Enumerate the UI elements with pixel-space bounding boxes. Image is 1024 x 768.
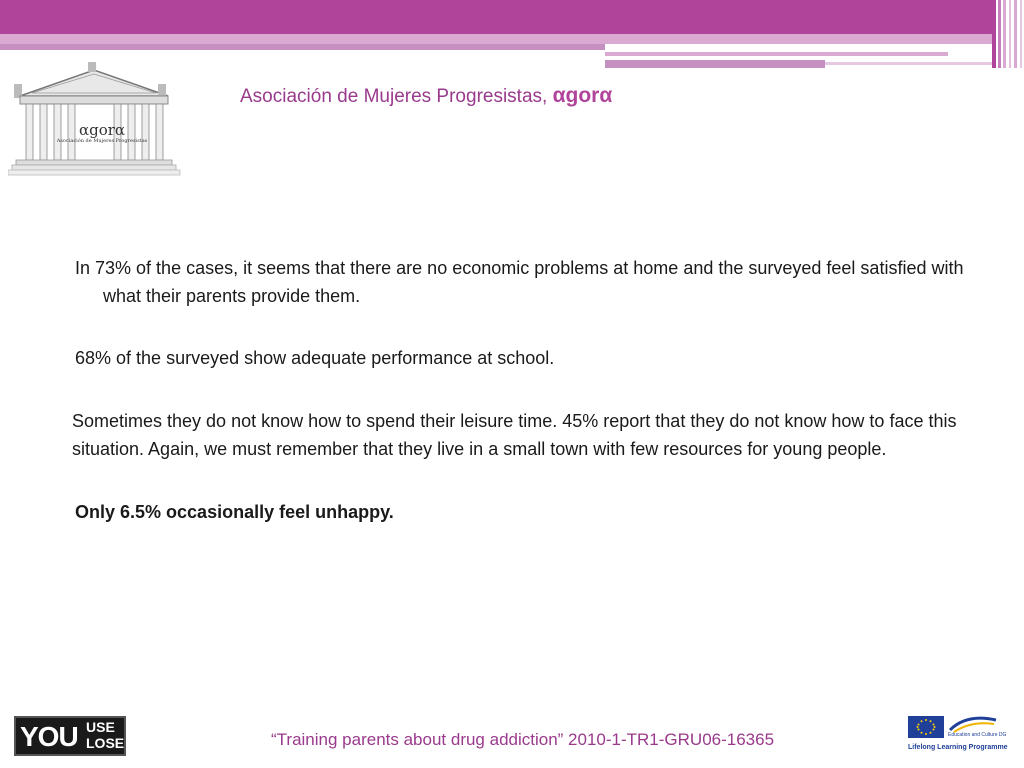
header-stripe [998,0,1001,68]
you-use-you-lose-logo [14,716,126,756]
header-stripe [992,0,996,68]
logo-word: αgorα [78,121,126,139]
eu-flag-icon [908,716,944,738]
logo-you: YOU [20,721,78,752]
content-paragraph-leisure: Sometimes they do not know how to spend their leisure time. 45% report that they do not know how to face this situation. Again, we must remember that they live in a small town with few resources for young people. [72,411,957,459]
organization-brand: αgorα [552,84,613,107]
content-paragraph-economic: In 73% of the cases, it seems that there are no economic problems at home and the surveyed feel satisfied with what their parents provide them. [75,258,964,306]
header-bar-accent [0,44,605,50]
header-bar-light [0,34,992,44]
header-stripe [1014,0,1017,68]
logo-subtitle: Asociación de Mujeres Progresistas [56,138,148,144]
header-stripe [1003,0,1006,68]
eu-dg-label: Education and Culture DG [948,732,1007,738]
project-reference: “Training parents about drug addiction” 2010-1-TR1-GRU06-16365 [271,730,775,749]
header-line [825,62,992,65]
header-line [605,52,948,56]
eu-programme-label: Lifelong Learning Programme [908,744,1008,751]
header-bar [0,0,992,34]
agora-logo [8,62,188,178]
organization-name: Asociación de Mujeres Progresistas, [240,86,548,107]
logo-label [52,122,152,145]
content-paragraph-school: 68% of the surveyed show adequate performance at school. [75,348,555,368]
content-paragraph-unhappy: Only 6.5% occasionally feel unhappy. [75,502,394,522]
header-stripe [1020,0,1022,68]
logo-use: USE [86,719,115,735]
logo-lose: LOSE [86,735,125,751]
organization-title [240,84,612,108]
header-stripe [1009,0,1011,68]
eu-lifelong-learning-logo [906,714,1018,758]
header-line [605,60,825,68]
temple-icon [8,62,188,178]
